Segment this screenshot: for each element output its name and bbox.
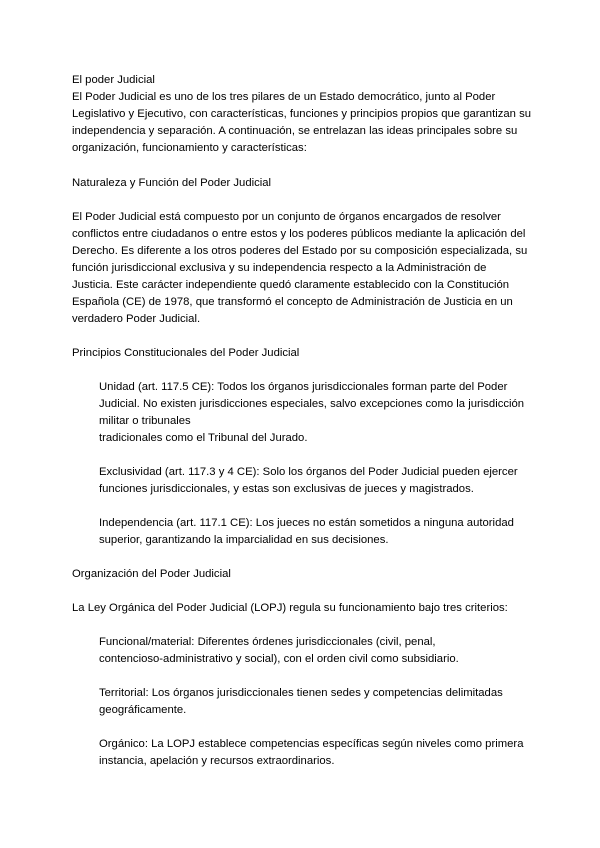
section-heading: Naturaleza y Función del Poder Judicial bbox=[72, 177, 272, 189]
criterio-line: Orgánico: La LOPJ establece competencias específicas según niveles como primera bbox=[99, 738, 524, 750]
principle-line: Independencia (art. 117.1 CE): Los jueces no están sometidos a ninguna autoridad bbox=[99, 517, 514, 529]
section-heading-principios bbox=[72, 345, 532, 362]
naturaleza-paragraph bbox=[72, 209, 532, 328]
criterio-line: geográficamente. bbox=[99, 704, 187, 716]
organizacion-lead bbox=[72, 600, 532, 617]
criterio-line: Funcional/material: Diferentes órdenes jurisdiccionales (civil, penal, bbox=[99, 636, 436, 648]
lead-line: La Ley Orgánica del Poder Judicial (LOPJ) regula su funcionamiento bajo tres criterios: bbox=[72, 602, 508, 614]
paragraph-line: función jurisdiccional exclusiva y su independencia respecto a la Administración de bbox=[72, 262, 487, 274]
paragraph-line: Derecho. Es diferente a los otros poderes del Estado por su composición especializada, su bbox=[72, 245, 528, 257]
principle-line: funciones jurisdiccionales, y estas son exclusivas de jueces y magistrados. bbox=[99, 483, 474, 495]
principle-line: superior, garantizando la imparcialidad en sus decisiones. bbox=[99, 534, 389, 546]
paragraph-line: Española (CE) de 1978, que transformó el concepto de Administración de Justicia en un bbox=[72, 296, 513, 308]
principle-line: Unidad (art. 117.5 CE): Todos los órganos jurisdiccionales forman parte del Poder bbox=[99, 381, 508, 393]
principle-line: Judicial. No existen jurisdicciones especiales, salvo excepciones como la jurisdicción bbox=[99, 398, 525, 410]
paragraph-line: conflictos entre ciudadanos o entre estos y los poderes públicos mediante la aplicación del bbox=[72, 228, 526, 240]
intro-line: independencia y separación. A continuación, se entrelazan las ideas principales sobre su bbox=[72, 125, 518, 137]
intro-line: El Poder Judicial es uno de los tres pilares de un Estado democrático, junto al Poder bbox=[72, 91, 496, 103]
principle-independencia bbox=[99, 515, 539, 549]
title-and-intro bbox=[72, 72, 532, 157]
paragraph-line: verdadero Poder Judicial. bbox=[72, 313, 201, 325]
criterio-territorial bbox=[99, 685, 539, 719]
criterio-line: contencioso-administrativo y social), con el orden civil como subsidiario. bbox=[99, 653, 459, 665]
principle-line: Exclusividad (art. 117.3 y 4 CE): Solo los órganos del Poder Judicial pueden ejercer bbox=[99, 466, 518, 478]
principle-line: tradicionales como el Tribunal del Jurado. bbox=[99, 432, 308, 444]
section-heading: Principios Constitucionales del Poder Judicial bbox=[72, 347, 300, 359]
criterio-line: instancia, apelación y recursos extraordinarios. bbox=[99, 755, 335, 767]
section-heading-naturaleza bbox=[72, 175, 532, 192]
section-heading: Organización del Poder Judicial bbox=[72, 568, 231, 580]
paragraph-line: Justicia. Este carácter independiente quedó claramente establecido con la Constitución bbox=[72, 279, 510, 291]
criterio-funcional bbox=[99, 634, 539, 668]
criterio-organico bbox=[99, 736, 539, 770]
principle-exclusividad bbox=[99, 464, 539, 498]
intro-line: organización, funcionamiento y características: bbox=[72, 142, 307, 154]
section-heading-organizacion bbox=[72, 566, 532, 583]
criterio-line: Territorial: Los órganos jurisdiccionales tienen sedes y competencias delimitadas bbox=[99, 687, 503, 699]
principle-unidad bbox=[99, 379, 539, 447]
intro-line: Legislativo y Ejecutivo, con características, funciones y principios propios que garantizan su bbox=[72, 108, 532, 120]
document-title: El poder Judicial bbox=[72, 74, 155, 86]
principle-line: militar o tribunales bbox=[99, 415, 191, 427]
paragraph-line: El Poder Judicial está compuesto por un conjunto de órganos encargados de resolver bbox=[72, 211, 501, 223]
